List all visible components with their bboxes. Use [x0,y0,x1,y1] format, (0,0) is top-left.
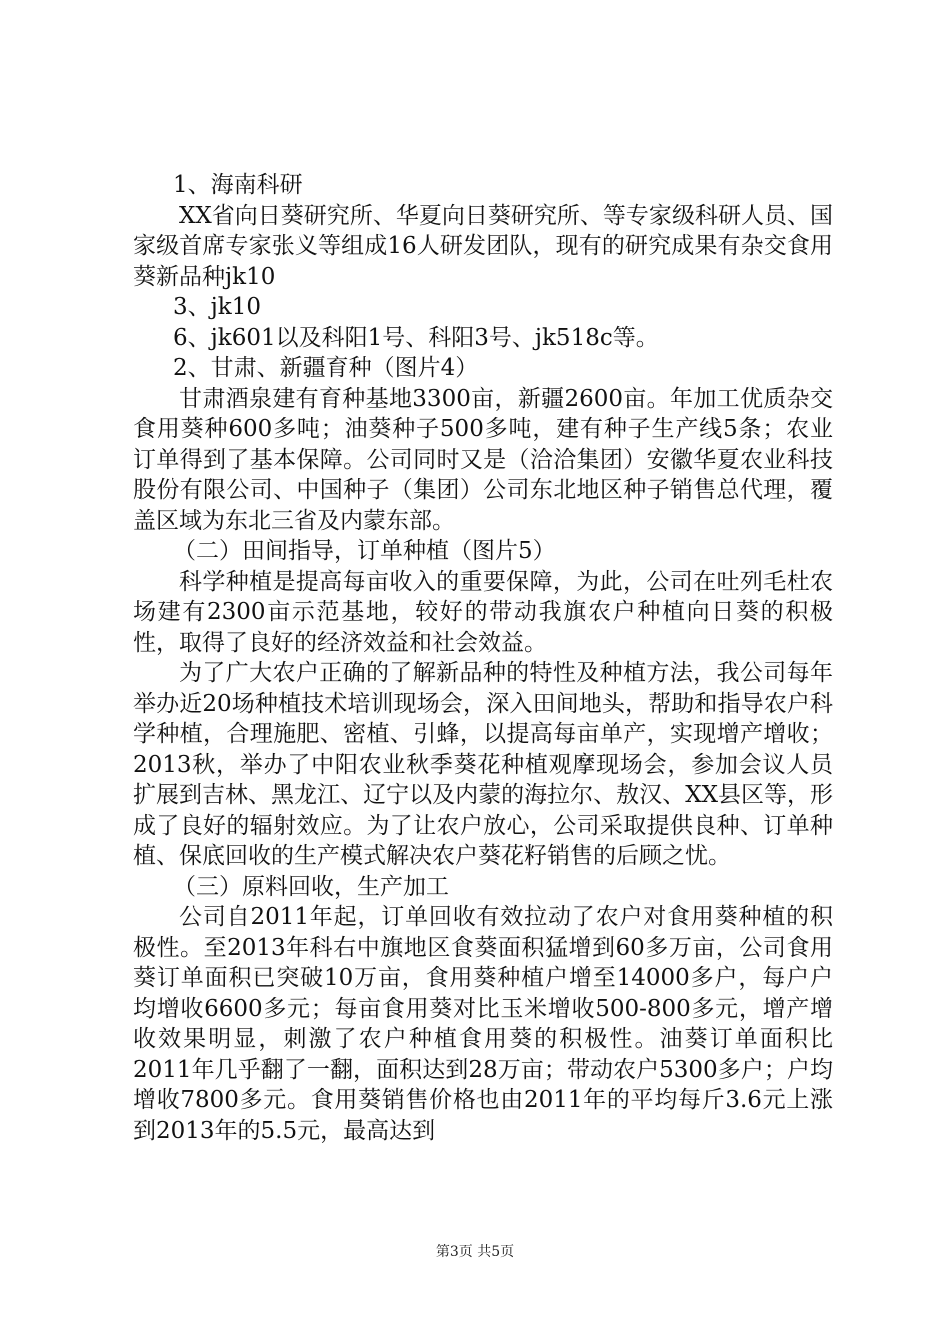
paragraph-order-recovery: 公司自2011年起，订单回收有效拉动了农户对食用葵种植的积极性。至2013年科右中旗地区食葵面积猛增到60多万亩，公司食用葵订单面积已突破10万亩，食用葵种植户增至14000多户，每户户均增收6600多元；每亩食用葵对比玉米增收500-800多元，增产增收效果明显，刺激了农户种植食用葵的积极性。油葵订单面积比2011年几乎翻了一翻，面积达到28万亩；带动农户5300多户；户均增收7800多元。食用葵销售价格也由2011年的平均每斤3.6元上涨到2013年的5.5元，最高达到 [133,904,833,1144]
section-heading-field-guidance: （二）田间指导，订单种植（图片5） [173,538,556,564]
section-heading-raw-material: （三）原料回收，生产加工 [173,873,449,900]
paragraph-demonstration-base: 科学种植是提高每亩收入的重要保障，为此，公司在吐列毛杜农场建有2300亩示范基地，较好的带动我旗农户种植向日葵的积极性，取得了良好的经济效益和社会效益。 [133,568,833,656]
page-number-footer: 第3页 共5页 [435,1244,515,1260]
list-item-jk10: 3、jk10 [173,294,261,320]
section-heading-hainan: 1、海南科研 [173,172,303,198]
paragraph-research-team: XX省向日葵研究所、华夏向日葵研究所、等专家级科研人员、国家级首席专家张义等组成16人研发团队，现有的研究成果有杂交食用葵新品种jk10 [133,202,833,290]
list-item-jk601: 6、jk601以及科阳1号、科阳3号、jk518c等。 [173,324,659,351]
paragraph-breeding-base: 甘肃酒泉建有育种基地3300亩，新疆2600亩。年加工优质杂交食用葵种600多吨；油葵种子500多吨，建有种子生产线5条；农业订单得到了基本保障。公司同时又是（洽洽集团）安徽华夏农业科技股份有限公司、中国种子（集团）公司东北地区种子销售总代理，覆盖区域为东北三省及内蒙东部。 [133,385,833,534]
section-heading-gansu-xinjiang: 2、甘肃、新疆育种（图片4） [173,355,479,381]
paragraph-training: 为了广大农户正确的了解新品种的特性及种植方法，我公司每年举办近20场种植技术培训现场会，深入田间地头，帮助和指导农户科学种植，合理施肥、密植、引蜂，以提高每亩单产，实现增产增收；2013秋，举办了中阳农业秋季葵花种植观摩现场会，参加会议人员扩展到吉林、黑龙江、辽宁以及内蒙的海拉尔、敖汉、XX县区等，形成了良好的辐射效应。为了让农户放心，公司采取提供良种、订单种植、保底回收的生产模式解决农户葵花籽销售的后顾之忧。 [133,660,833,869]
document-body [133,170,833,1146]
